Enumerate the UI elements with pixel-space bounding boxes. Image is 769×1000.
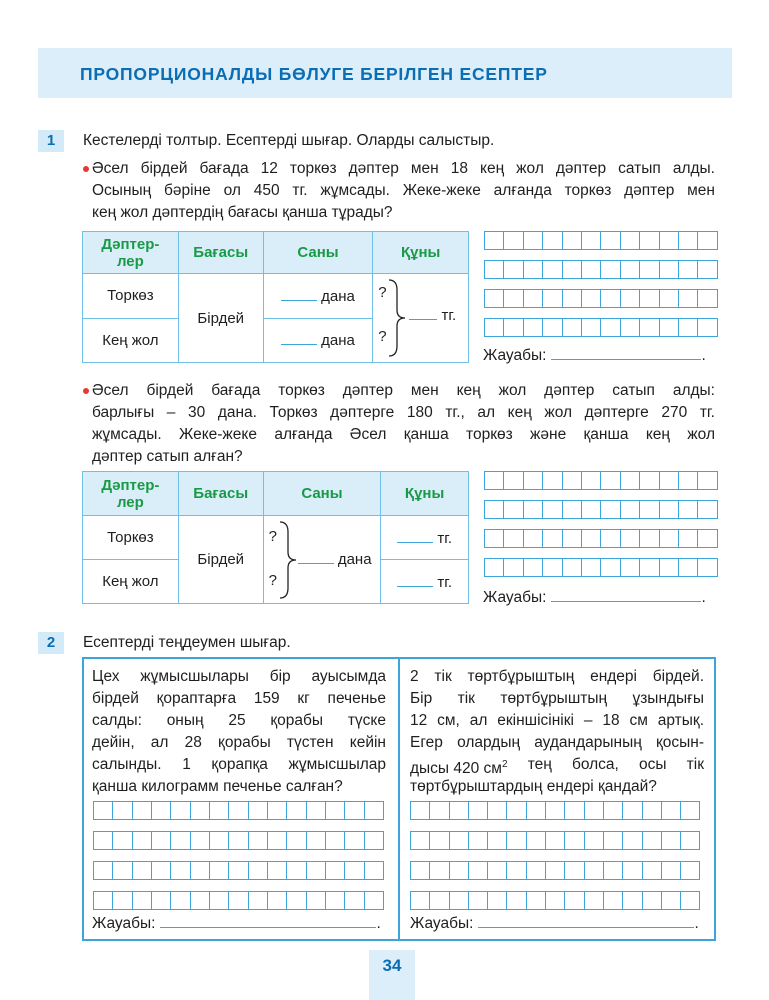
grid-cell[interactable] xyxy=(678,318,698,337)
grid-cell[interactable] xyxy=(267,861,287,880)
grid-cell[interactable] xyxy=(503,318,523,337)
grid-cell[interactable] xyxy=(659,471,679,490)
grid-cell[interactable] xyxy=(581,260,601,279)
grid-cell[interactable] xyxy=(581,558,601,577)
grid-cell[interactable] xyxy=(564,801,584,820)
problem-a-line-2: Осының бәріне ол 450 тг. жұмсады. Жеке-жеке алғанда торкөз дәптер мен xyxy=(92,182,715,199)
grid-cell[interactable] xyxy=(503,558,523,577)
grid-cell[interactable] xyxy=(603,801,623,820)
grid-cell[interactable] xyxy=(93,891,113,910)
answer-input-b[interactable] xyxy=(551,588,701,602)
grid-cell[interactable] xyxy=(542,500,562,519)
col-header-price: Бағасы xyxy=(178,472,263,516)
grid-cell[interactable] xyxy=(639,260,659,279)
grid-cell[interactable] xyxy=(564,891,584,910)
grid-cell[interactable] xyxy=(523,260,543,279)
task2-divider xyxy=(398,657,400,941)
grid-cell[interactable] xyxy=(364,801,384,820)
grid-cell[interactable] xyxy=(503,231,523,250)
grid-cell[interactable] xyxy=(600,231,620,250)
grid-cell[interactable] xyxy=(603,861,623,880)
grid-cell[interactable] xyxy=(190,801,210,820)
grid-cell[interactable] xyxy=(639,471,659,490)
grid-cell[interactable] xyxy=(697,471,717,490)
task-number-1: 1 xyxy=(38,130,64,152)
grid-cell[interactable] xyxy=(429,861,449,880)
grid-cell[interactable] xyxy=(600,260,620,279)
grid-cell[interactable] xyxy=(93,861,113,880)
grid-cell[interactable] xyxy=(697,260,717,279)
grid-cell[interactable] xyxy=(564,861,584,880)
grid-cell[interactable] xyxy=(659,231,679,250)
grid-cell[interactable] xyxy=(564,831,584,850)
grid-cell[interactable] xyxy=(620,318,640,337)
grid-cell[interactable] xyxy=(620,289,640,308)
grid-cell[interactable] xyxy=(642,831,662,850)
grid-cell[interactable] xyxy=(248,891,268,910)
grid-cell[interactable] xyxy=(286,891,306,910)
grid-cell[interactable] xyxy=(132,831,152,850)
grid-cell[interactable] xyxy=(209,891,229,910)
grid-cell[interactable] xyxy=(697,231,717,250)
grid-cell[interactable] xyxy=(523,289,543,308)
grid-cell[interactable] xyxy=(584,861,604,880)
section-title: ПРОПОРЦИОНАЛДЫ БӨЛУГЕ БЕРІЛГЕН ЕСЕПТЕР xyxy=(80,64,548,84)
grid-cell[interactable] xyxy=(581,471,601,490)
task2-right-line-3: 12 см, ал екіншісінікі – 18 см артық. xyxy=(410,712,704,729)
grid-cell[interactable] xyxy=(678,558,698,577)
grid-cell[interactable] xyxy=(503,471,523,490)
count-cell-merged[interactable]: ? ? дана xyxy=(263,516,381,604)
grid-cell[interactable] xyxy=(603,891,623,910)
grid-cell[interactable] xyxy=(620,529,640,548)
problem-b-line-1: Әсел бірдей бағада торкөз дәптер мен кең жол дәптер сатып алды: xyxy=(92,382,715,399)
col-header-count: Саны xyxy=(263,232,373,274)
grid-cell[interactable] xyxy=(642,801,662,820)
grid-cell[interactable] xyxy=(429,831,449,850)
grid-cell[interactable] xyxy=(678,471,698,490)
grid-cell[interactable] xyxy=(661,861,681,880)
task-number-2: 2 xyxy=(38,632,64,654)
grid-cell[interactable] xyxy=(248,861,268,880)
grid-cell[interactable] xyxy=(503,260,523,279)
grid-cell[interactable] xyxy=(562,318,582,337)
grid-cell[interactable] xyxy=(484,500,504,519)
grid-cell[interactable] xyxy=(639,289,659,308)
brace-icon xyxy=(387,278,407,358)
grid-cell[interactable] xyxy=(526,801,546,820)
grid-cell[interactable] xyxy=(562,529,582,548)
grid-cell[interactable] xyxy=(622,801,642,820)
grid-cell[interactable] xyxy=(642,861,662,880)
grid-cell[interactable] xyxy=(468,861,488,880)
grid-cell[interactable] xyxy=(503,529,523,548)
col-header-cost: Құны xyxy=(373,232,469,274)
grid-cell[interactable] xyxy=(697,500,717,519)
grid-cell[interactable] xyxy=(410,801,430,820)
grid-cell[interactable] xyxy=(151,801,171,820)
grid-cell[interactable] xyxy=(661,891,681,910)
task2-right-line-2: Бір тік төртбұрыштың ұзындығы xyxy=(410,690,704,707)
grid-cell[interactable] xyxy=(449,831,469,850)
grid-cell[interactable] xyxy=(545,891,565,910)
answer-input-a[interactable] xyxy=(551,346,701,360)
answer-grid-b[interactable] xyxy=(485,471,718,577)
grid-cell[interactable] xyxy=(562,231,582,250)
grid-cell[interactable] xyxy=(209,801,229,820)
grid-cell[interactable] xyxy=(267,801,287,820)
grid-cell[interactable] xyxy=(542,289,562,308)
problem-a-table xyxy=(82,231,469,363)
answer-grid-d[interactable] xyxy=(411,801,700,910)
grid-cell[interactable] xyxy=(659,500,679,519)
grid-cell[interactable] xyxy=(600,471,620,490)
task2-right-line-5: дысы 420 $см^2$ тең болса, осы тік xyxy=(410,756,704,778)
problem-a-line-3: кең жол дәптердің бағасы қанша тұрады? xyxy=(92,204,393,221)
grid-cell[interactable] xyxy=(697,318,717,337)
grid-cell[interactable] xyxy=(661,831,681,850)
row-name-wide: Кең жол xyxy=(83,560,179,604)
grid-cell[interactable] xyxy=(484,558,504,577)
grid-cell[interactable] xyxy=(484,231,504,250)
brace-icon xyxy=(278,520,298,600)
grid-cell[interactable] xyxy=(659,318,679,337)
grid-cell[interactable] xyxy=(151,831,171,850)
grid-cell[interactable] xyxy=(325,891,345,910)
grid-cell[interactable] xyxy=(678,231,698,250)
task2-right-line-6: төртбұрыштардың ендері қандай? xyxy=(410,778,657,795)
problem-b-line-4: дәптер сатып алған? xyxy=(92,448,243,465)
answer-line-a: Жауабы: . xyxy=(483,347,706,364)
grid-cell[interactable] xyxy=(659,289,679,308)
grid-cell[interactable] xyxy=(523,558,543,577)
col-header-count: Саны xyxy=(263,472,381,516)
grid-cell[interactable] xyxy=(325,861,345,880)
grid-cell[interactable] xyxy=(112,801,132,820)
grid-cell[interactable] xyxy=(678,260,698,279)
grid-cell[interactable] xyxy=(680,861,700,880)
grid-cell[interactable] xyxy=(545,831,565,850)
grid-cell[interactable] xyxy=(286,861,306,880)
grid-cell[interactable] xyxy=(325,831,345,850)
price-cell: Бірдей xyxy=(178,516,263,604)
grid-cell[interactable] xyxy=(306,801,326,820)
grid-cell[interactable] xyxy=(542,231,562,250)
grid-cell[interactable] xyxy=(170,861,190,880)
bullet-icon xyxy=(83,388,89,394)
col-header-price: Бағасы xyxy=(178,232,263,274)
answer-line-c: Жауабы: . xyxy=(92,915,381,932)
grid-cell[interactable] xyxy=(600,318,620,337)
grid-cell[interactable] xyxy=(209,861,229,880)
grid-cell[interactable] xyxy=(449,891,469,910)
grid-cell[interactable] xyxy=(503,500,523,519)
grid-cell[interactable] xyxy=(680,891,700,910)
grid-cell[interactable] xyxy=(600,289,620,308)
grid-cell[interactable] xyxy=(697,289,717,308)
grid-cell[interactable] xyxy=(581,529,601,548)
task2-left-line-5: салынды. 1 қорапқа жұмысшылар xyxy=(92,756,386,773)
answer-line-b: Жауабы: . xyxy=(483,589,706,606)
count-cell-1[interactable]: дана xyxy=(263,274,373,318)
task2-right-line-4: Егер олардың аудандарының қосын- xyxy=(410,734,704,751)
grid-cell[interactable] xyxy=(487,891,507,910)
grid-cell[interactable] xyxy=(581,500,601,519)
grid-cell[interactable] xyxy=(112,891,132,910)
grid-cell[interactable] xyxy=(659,260,679,279)
grid-cell[interactable] xyxy=(584,801,604,820)
grid-cell[interactable] xyxy=(190,891,210,910)
task2-left-line-1: Цех жұмысшылары бір ауысымда xyxy=(92,668,386,685)
grid-cell[interactable] xyxy=(170,891,190,910)
grid-cell[interactable] xyxy=(468,801,488,820)
grid-cell[interactable] xyxy=(603,831,623,850)
grid-cell[interactable] xyxy=(190,831,210,850)
grid-cell[interactable] xyxy=(190,861,210,880)
grid-cell[interactable] xyxy=(484,318,504,337)
grid-cell[interactable] xyxy=(600,529,620,548)
grid-cell[interactable] xyxy=(209,831,229,850)
grid-cell[interactable] xyxy=(286,801,306,820)
grid-cell[interactable] xyxy=(639,529,659,548)
grid-cell[interactable] xyxy=(344,831,364,850)
grid-cell[interactable] xyxy=(112,831,132,850)
grid-cell[interactable] xyxy=(248,831,268,850)
grid-cell[interactable] xyxy=(680,831,700,850)
answer-input-c[interactable] xyxy=(160,914,376,928)
grid-cell[interactable] xyxy=(659,529,679,548)
grid-cell[interactable] xyxy=(410,891,430,910)
grid-cell[interactable] xyxy=(267,891,287,910)
grid-cell[interactable] xyxy=(468,891,488,910)
grid-cell[interactable] xyxy=(267,831,287,850)
grid-cell[interactable] xyxy=(248,801,268,820)
col-header-notebooks: Дәптер- лер xyxy=(83,232,179,274)
grid-cell[interactable] xyxy=(364,861,384,880)
task2-instruction: Есептерді теңдеумен шығар. xyxy=(83,634,291,651)
grid-cell[interactable] xyxy=(562,289,582,308)
task2-left-line-6: қанша килограмм печенье салған? xyxy=(92,778,343,795)
grid-cell[interactable] xyxy=(622,891,642,910)
answer-grid-a[interactable] xyxy=(485,231,718,337)
grid-cell[interactable] xyxy=(545,861,565,880)
grid-cell[interactable] xyxy=(678,289,698,308)
grid-cell[interactable] xyxy=(484,529,504,548)
grid-cell[interactable] xyxy=(622,861,642,880)
problem-b-line-3: жұмсады. Жеке-жеке алғанда Әсел қанша торкөз және қанша кең жол xyxy=(92,426,715,443)
grid-cell[interactable] xyxy=(620,558,640,577)
col-header-notebooks: Дәптер- лер xyxy=(83,472,179,516)
grid-cell[interactable] xyxy=(410,831,430,850)
grid-cell[interactable] xyxy=(132,891,152,910)
problem-b-table xyxy=(82,471,469,604)
grid-cell[interactable] xyxy=(661,801,681,820)
grid-cell[interactable] xyxy=(620,260,640,279)
grid-cell[interactable] xyxy=(562,558,582,577)
grid-cell[interactable] xyxy=(680,801,700,820)
grid-cell[interactable] xyxy=(364,891,384,910)
cost-cell-merged[interactable]: ? ? тг. xyxy=(373,274,469,363)
grid-cell[interactable] xyxy=(228,891,248,910)
grid-cell[interactable] xyxy=(600,500,620,519)
row-name-wide: Кең жол xyxy=(83,318,179,362)
grid-cell[interactable] xyxy=(364,831,384,850)
bullet-icon xyxy=(83,166,89,172)
grid-cell[interactable] xyxy=(410,861,430,880)
grid-cell[interactable] xyxy=(151,891,171,910)
answer-input-d[interactable] xyxy=(478,914,694,928)
grid-cell[interactable] xyxy=(562,260,582,279)
grid-cell[interactable] xyxy=(506,831,526,850)
grid-cell[interactable] xyxy=(286,831,306,850)
grid-cell[interactable] xyxy=(449,861,469,880)
page-number: 34 xyxy=(382,956,402,975)
grid-cell[interactable] xyxy=(429,801,449,820)
grid-cell[interactable] xyxy=(542,471,562,490)
grid-cell[interactable] xyxy=(228,831,248,850)
grid-cell[interactable] xyxy=(639,318,659,337)
grid-cell[interactable] xyxy=(581,318,601,337)
grid-cell[interactable] xyxy=(523,500,543,519)
grid-cell[interactable] xyxy=(306,831,326,850)
task2-right-line-1: 2 тік төртбұрыштың ендері бірдей. xyxy=(410,668,704,685)
price-cell: Бірдей xyxy=(178,274,263,363)
grid-cell[interactable] xyxy=(562,471,582,490)
grid-cell[interactable] xyxy=(523,231,543,250)
grid-cell[interactable] xyxy=(344,891,364,910)
grid-cell[interactable] xyxy=(170,831,190,850)
grid-cell[interactable] xyxy=(562,500,582,519)
grid-cell[interactable] xyxy=(697,558,717,577)
grid-cell[interactable] xyxy=(132,801,152,820)
grid-cell[interactable] xyxy=(642,891,662,910)
grid-cell[interactable] xyxy=(484,471,504,490)
grid-cell[interactable] xyxy=(545,801,565,820)
grid-cell[interactable] xyxy=(526,861,546,880)
grid-cell[interactable] xyxy=(697,529,717,548)
cost-cell-1[interactable]: тг. xyxy=(381,516,469,560)
grid-cell[interactable] xyxy=(542,260,562,279)
grid-cell[interactable] xyxy=(639,558,659,577)
grid-cell[interactable] xyxy=(132,861,152,880)
task1-instruction: Кестелерді толтыр. Есептерді шығар. Оларды салыстыр. xyxy=(83,132,495,149)
grid-cell[interactable] xyxy=(449,801,469,820)
grid-cell[interactable] xyxy=(468,831,488,850)
grid-cell[interactable] xyxy=(584,891,604,910)
task2-left-line-2: бірдей қораптарға 159 кг печенье xyxy=(92,690,386,707)
grid-cell[interactable] xyxy=(523,318,543,337)
answer-grid-c[interactable] xyxy=(94,801,384,910)
grid-cell[interactable] xyxy=(542,318,562,337)
answer-line-d: Жауабы: . xyxy=(410,915,699,932)
grid-cell[interactable] xyxy=(170,801,190,820)
grid-cell[interactable] xyxy=(523,529,543,548)
grid-cell[interactable] xyxy=(542,558,562,577)
grid-cell[interactable] xyxy=(487,801,507,820)
grid-cell[interactable] xyxy=(228,861,248,880)
grid-cell[interactable] xyxy=(487,831,507,850)
grid-cell[interactable] xyxy=(484,260,504,279)
grid-cell[interactable] xyxy=(639,231,659,250)
grid-cell[interactable] xyxy=(506,891,526,910)
grid-cell[interactable] xyxy=(344,861,364,880)
grid-cell[interactable] xyxy=(503,289,523,308)
grid-cell[interactable] xyxy=(506,861,526,880)
grid-cell[interactable] xyxy=(93,801,113,820)
row-name-grid: Торкөз xyxy=(83,516,179,560)
grid-cell[interactable] xyxy=(620,471,640,490)
grid-cell[interactable] xyxy=(523,471,543,490)
grid-cell[interactable] xyxy=(325,801,345,820)
grid-cell[interactable] xyxy=(581,289,601,308)
col-header-cost: Құны xyxy=(381,472,469,516)
problem-b-line-2: барлығы – 30 дана. Торкөз дәптерге 180 тг., ал кең жол дәптерге 270 тг. xyxy=(92,404,715,421)
grid-cell[interactable] xyxy=(584,831,604,850)
grid-cell[interactable] xyxy=(620,231,640,250)
grid-cell[interactable] xyxy=(484,289,504,308)
grid-cell[interactable] xyxy=(487,861,507,880)
grid-cell[interactable] xyxy=(344,801,364,820)
grid-cell[interactable] xyxy=(678,500,698,519)
task2-left-line-3: салды: оның 25 қорабы түске xyxy=(92,712,386,729)
problem-a-line-1: Әсел бірдей бағада 12 торкөз дәптер мен 18 кең жол дәптер сатып алды. xyxy=(92,160,715,177)
grid-cell[interactable] xyxy=(306,861,326,880)
grid-cell[interactable] xyxy=(506,801,526,820)
grid-cell[interactable] xyxy=(678,529,698,548)
grid-cell[interactable] xyxy=(620,500,640,519)
grid-cell[interactable] xyxy=(93,831,113,850)
grid-cell[interactable] xyxy=(429,891,449,910)
grid-cell[interactable] xyxy=(112,861,132,880)
grid-cell[interactable] xyxy=(639,500,659,519)
count-cell-2[interactable]: дана xyxy=(263,318,373,362)
row-name-grid: Торкөз xyxy=(83,274,179,318)
grid-cell[interactable] xyxy=(542,529,562,548)
grid-cell[interactable] xyxy=(526,831,546,850)
grid-cell[interactable] xyxy=(600,558,620,577)
grid-cell[interactable] xyxy=(526,891,546,910)
grid-cell[interactable] xyxy=(622,831,642,850)
grid-cell[interactable] xyxy=(228,801,248,820)
grid-cell[interactable] xyxy=(581,231,601,250)
grid-cell[interactable] xyxy=(151,861,171,880)
cost-cell-2[interactable]: тг. xyxy=(381,560,469,604)
grid-cell[interactable] xyxy=(659,558,679,577)
grid-cell[interactable] xyxy=(306,891,326,910)
task2-left-line-4: дейін, ал 28 қорабы түстен кейін xyxy=(92,734,386,751)
